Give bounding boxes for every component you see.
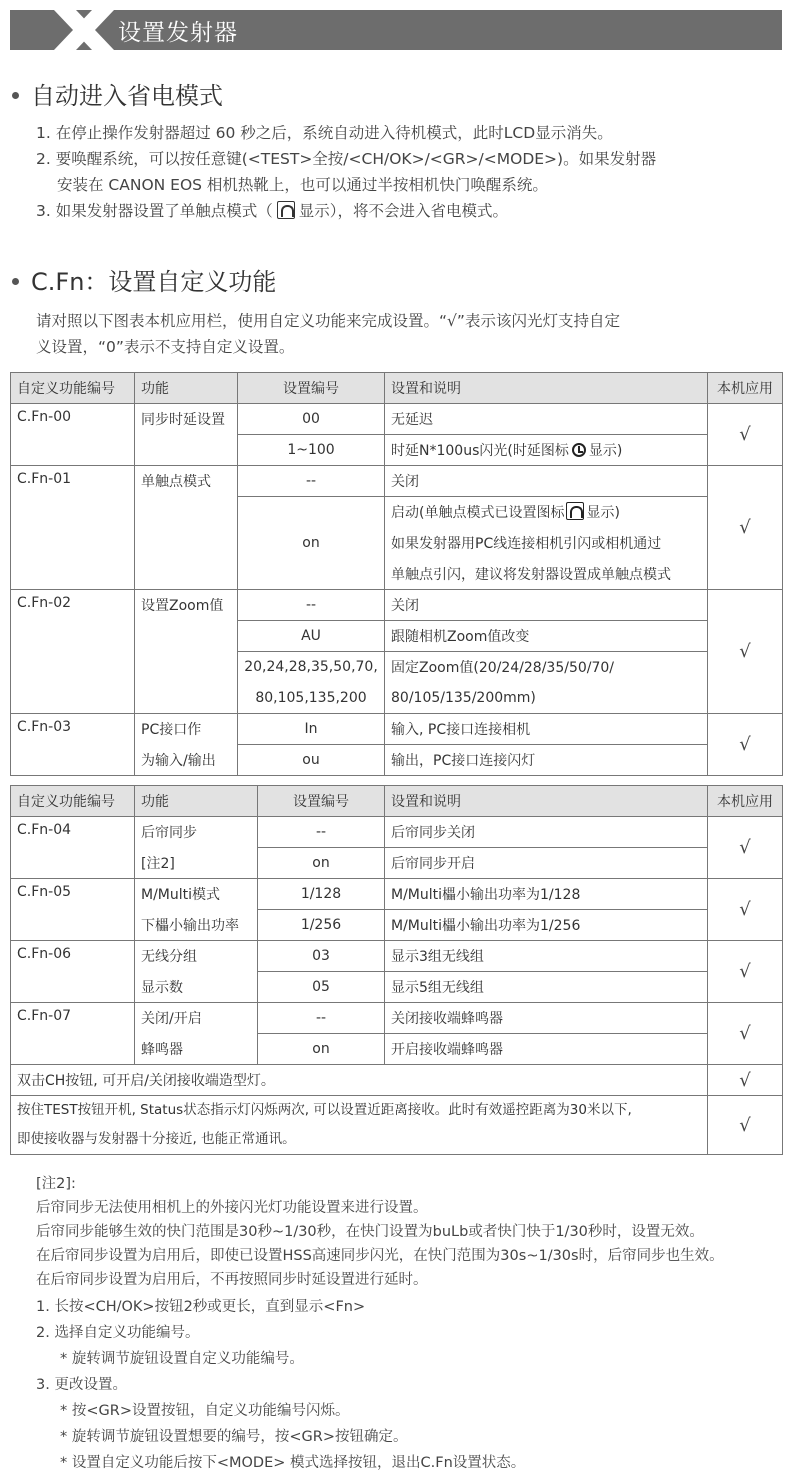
fn-setting: AU	[238, 621, 385, 652]
fn-function: 显示数	[135, 972, 258, 1003]
fn-function: 为输入/输出	[135, 745, 238, 776]
fn-function: [注2]	[135, 848, 258, 879]
step-2: 2. 选择自定义功能编号。	[36, 1325, 200, 1341]
note-line: 后帘同步能够生效的快门范围是30秒~1/30秒，在快门设置为buLb或者快门快于1/30秒时，设置无效。	[36, 1224, 704, 1240]
table-header-row	[11, 373, 783, 404]
section-header-bar	[10, 10, 782, 50]
power-save-item-2: 2. 要唤醒系统，可以按任意键(<TEST>全按/<CH/OK>/<GR>/<MODE>)。如果发射器	[36, 150, 657, 168]
table-row	[11, 714, 783, 745]
fn-description: 后帘同步开启	[385, 848, 708, 879]
section-title-cfn: C.Fn：设置自定义功能	[12, 262, 276, 297]
step-3-sub: * 设置自定义功能后按下<MODE> 模式选择按钮，退出C.Fn设置状态。	[60, 1455, 526, 1470]
fn-function: 下櫑小输出功率	[135, 910, 258, 941]
step-3: 3. 更改设置。	[36, 1377, 127, 1393]
header-setting: 设置编号	[258, 786, 385, 817]
cfn-intro-line-1: 请对照以下图表本机应用栏，使用自定义功能来完成设置。“√”表示该闪光灯支持自定	[36, 312, 620, 330]
fn-setting: ou	[238, 745, 385, 776]
fn-description: 显示5组无线组	[385, 972, 708, 1003]
extra-description: 按住TEST按钮开机, Status状态指示灯闪烁两次, 可以设置近距离接收。此时有效遥控距离为30米以下, 即使接收器与发射器十分接近, 也能正常通讯。	[11, 1096, 708, 1155]
fn-setting: 1~100	[238, 435, 385, 466]
power-save-item-1: 1. 在停止操作发射器超过 60 秒之后，系统自动进入待机模式，此时LCD显示消失。	[36, 124, 613, 142]
fn-setting: 1/128	[258, 879, 385, 910]
table-row	[11, 590, 783, 621]
fn-description: 固定Zoom值(20/24/28/35/50/70/	[385, 652, 708, 683]
fn-description: 后帘同步关闭	[385, 817, 708, 848]
fn-code: C.Fn-05	[11, 879, 135, 941]
check-mark: √	[708, 466, 783, 590]
fn-function: 设置Zoom值	[135, 590, 238, 714]
fn-setting: 80,105,135,200	[238, 683, 385, 714]
header-code: 自定义功能编号	[11, 373, 135, 404]
bullet-icon	[12, 92, 19, 99]
table-row	[11, 817, 783, 848]
power-save-item-2-cont: 安装在 CANON EOS 相机热靴上，也可以通过半按相机快门唤醒系统。	[57, 176, 548, 194]
fn-description: 开启接收端蜂鸣器	[385, 1034, 708, 1065]
x-logo-icon	[54, 10, 114, 50]
fn-code: C.Fn-01	[11, 466, 135, 590]
check-mark: √	[708, 817, 783, 879]
fn-description: M/Multi櫑小输出功率为1/256	[385, 910, 708, 941]
fn-function: 后帘同步	[135, 817, 258, 848]
fn-function: PC接口作	[135, 714, 238, 745]
table-header-row	[11, 786, 783, 817]
note-line: 后帘同步无法使用相机上的外接闪光灯功能设置来进行设置。	[36, 1200, 428, 1216]
check-mark: √	[708, 1003, 783, 1065]
header-applicable: 本机应用	[708, 373, 783, 404]
table-row	[11, 879, 783, 910]
fn-function: 单触点模式	[135, 466, 238, 590]
fn-description: M/Multi櫑小输出功率为1/128	[385, 879, 708, 910]
step-3-sub: * 旋转调节旋钮设置想要的编号，按<GR>按钮确定。	[60, 1429, 408, 1445]
table-row	[11, 1003, 783, 1034]
check-mark: √	[708, 1065, 783, 1096]
fn-description: 输入, PC接口连接相机	[385, 714, 708, 745]
check-mark: √	[708, 1096, 783, 1155]
fn-setting: on	[258, 1034, 385, 1065]
note-line: 在后帘同步设置为启用后，即使已设置HSS高速同步闪光，在快门范围为30s~1/30s时，后帘同步也生效。	[36, 1248, 724, 1264]
table-row	[11, 1096, 783, 1155]
fn-setting: on	[238, 497, 385, 590]
fn-code: C.Fn-07	[11, 1003, 135, 1065]
fn-function: 同步时延设置	[135, 404, 238, 466]
fn-setting: In	[238, 714, 385, 745]
fn-code: C.Fn-02	[11, 590, 135, 714]
table-row	[11, 466, 783, 497]
check-mark: √	[708, 879, 783, 941]
header-setting: 设置编号	[238, 373, 385, 404]
fn-code: C.Fn-04	[11, 817, 135, 879]
check-mark: √	[708, 941, 783, 1003]
bullet-icon	[12, 278, 19, 285]
cfn-table-2	[10, 785, 783, 1155]
timer-icon	[572, 443, 586, 457]
fn-description: 无延迟	[385, 404, 708, 435]
fn-function: 关闭/开启	[135, 1003, 258, 1034]
fn-description: 关闭	[385, 466, 708, 497]
header-applicable: 本机应用	[708, 786, 783, 817]
header-function: 功能	[135, 373, 238, 404]
check-mark: √	[708, 590, 783, 714]
check-mark: √	[708, 404, 783, 466]
fn-description: 如果发射器用PC线连接相机引闪或相机通过	[385, 528, 708, 559]
power-save-list	[36, 120, 656, 224]
fn-code: C.Fn-00	[11, 404, 135, 466]
table-row	[11, 404, 783, 435]
fn-function: 无线分组	[135, 941, 258, 972]
fn-function: M/Multi模式	[135, 879, 258, 910]
cfn-intro-line-2: 义设置，“0”表示不支持自定义设置。	[36, 338, 295, 356]
fn-code: C.Fn-03	[11, 714, 135, 776]
fn-setting: 20,24,28,35,50,70,	[238, 652, 385, 683]
steps-block	[36, 1294, 525, 1470]
fn-setting: on	[258, 848, 385, 879]
fn-setting: 03	[258, 941, 385, 972]
fn-setting: 00	[238, 404, 385, 435]
fn-description: 单触点引闪，建议将发射器设置成单触点模式	[385, 559, 708, 590]
power-save-item-3: 3. 如果发射器设置了单触点模式（ 显示），将不会进入省电模式。	[36, 202, 508, 220]
header-code: 自定义功能编号	[11, 786, 135, 817]
step-3-sub: * 按<GR>设置按钮，自定义功能编号闪烁。	[60, 1403, 350, 1419]
note-line: [注2]:	[36, 1176, 76, 1192]
header-function: 功能	[135, 786, 258, 817]
fn-setting: --	[258, 1003, 385, 1034]
fn-description: 80/105/135/200mm)	[385, 683, 708, 714]
fn-setting: 1/256	[258, 910, 385, 941]
fn-setting: 05	[258, 972, 385, 1003]
cfn-intro	[36, 308, 620, 360]
fn-description: 关闭接收端蜂鸣器	[385, 1003, 708, 1034]
fn-description: 跟随相机Zoom值改变	[385, 621, 708, 652]
header-description: 设置和说明	[385, 373, 708, 404]
table-row	[11, 941, 783, 972]
single-contact-icon	[277, 201, 295, 219]
fn-function: 蜂鸣器	[135, 1034, 258, 1065]
notes-block	[36, 1172, 724, 1292]
step-2-sub: * 旋转调节旋钮设置自定义功能编号。	[60, 1351, 304, 1367]
step-1: 1. 长按<CH/OK>按钮2秒或更长，直到显示<Fn>	[36, 1299, 366, 1315]
fn-description: 启动(单触点模式已设置图标 显示)	[385, 497, 708, 528]
check-mark: √	[708, 714, 783, 776]
fn-setting: --	[238, 590, 385, 621]
fn-setting: --	[238, 466, 385, 497]
fn-description: 关闭	[385, 590, 708, 621]
table-row	[11, 1065, 783, 1096]
single-contact-icon	[566, 502, 584, 520]
fn-description: 显示3组无线组	[385, 941, 708, 972]
extra-description: 双击CH按钮, 可开启/关闭接收端造型灯。	[11, 1065, 708, 1096]
fn-description: 时延N*100us闪光(时延图标 显示)	[385, 435, 708, 466]
cfn-table-1	[10, 372, 783, 776]
header-description: 设置和说明	[385, 786, 708, 817]
fn-setting: --	[258, 817, 385, 848]
fn-code: C.Fn-06	[11, 941, 135, 1003]
section-title-power-save: 自动进入省电模式	[12, 76, 223, 111]
note-line: 在后帘同步设置为启用后，不再按照同步时延设置进行延时。	[36, 1272, 428, 1288]
fn-description: 输出，PC接口连接闪灯	[385, 745, 708, 776]
header-title: 设置发射器	[118, 20, 238, 46]
